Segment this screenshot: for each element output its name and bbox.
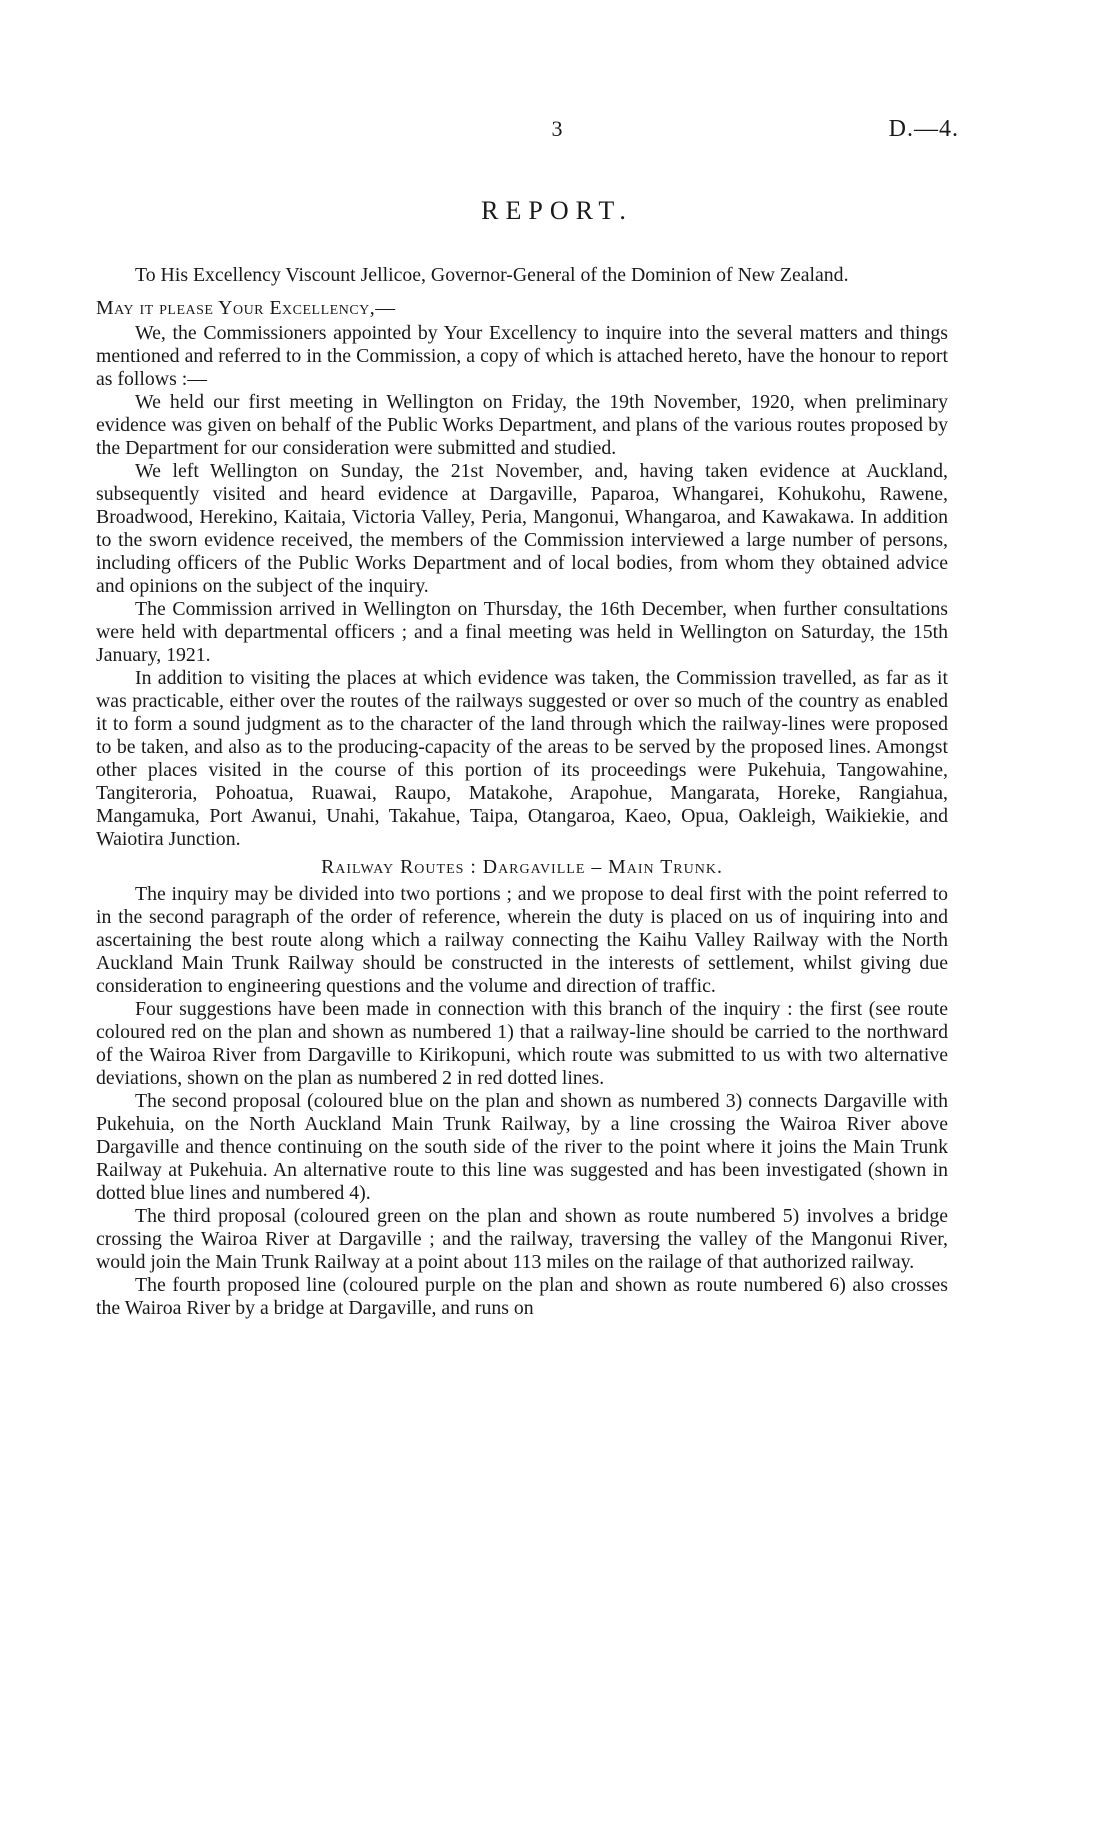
paragraph: We left Wellington on Sunday, the 21st November, and, having taken evidence at Auckland, subsequently visited and heard evidence at Dargaville, Paparoa, Whangarei, Kohukohu, Rawene, Broadwood, Herekino, Kaitaia, Victoria Valley, Peria, Mangonui, Whangaroa, and Kawakawa. In addition to the sworn evidence received, the members of the Commission interviewed a large number of persons, including officers of the Public Works Department and of local bodies, from whom they obtained advice and opinions on the subject of the inquiry.	[96, 460, 948, 597]
paragraph: The second proposal (coloured blue on the plan and shown as numbered 3) connects Dargaville with Pukehuia, on the North Auckland Main Trunk Railway, by a line crossing the Wairoa River above Dargaville and thence continuing on the south side of the river to the point where it joins the Main Trunk Railway at Pukehuia. An alternative route to this line was suggested and has been investigated (shown in dotted blue lines and numbered 4).	[96, 1090, 948, 1204]
page-number: 3	[551, 116, 563, 141]
addressee: To His Excellency Viscount Jellicoe, Governor-General of the Dominion of New Zealand.	[135, 264, 849, 286]
document-reference: D.—4.	[888, 116, 959, 142]
paragraph: In addition to visiting the places at which evidence was taken, the Commission travelled, as far as it was practicable, either over the routes of the railways suggested or over so much of the country as enabled it to form a sound judgment as to the character of the land through which the railway-lines were proposed to be taken, and also as to the producing-capacity of the areas to be served by the proposed lines. Amongst other places visited in the course of this portion of its proceedings were Pukehuia, Tangowahine, Tangiteroria, Pohoatua, Ruawai, Raupo, Matakohe, Arapohue, Mangarata, Horeke, Rangiahua, Mangamuka, Port Awanui, Unahi, Takahue, Taipa, Otangaroa, Kaeo, Opua, Oakleigh, Waikiekie, and Waiotira Junction.	[96, 667, 948, 850]
report-body	[96, 264, 948, 1320]
salutation: May it please Your Excellency,—	[96, 297, 396, 319]
paragraph: The Commission arrived in Wellington on Thursday, the 16th December, when further consultations were held with departmental officers ; and a final meeting was held in Wellington on Saturday, the 15th January, 1921.	[96, 598, 948, 666]
paragraph: The fourth proposed line (coloured purple on the plan and shown as route numbered 6) also crosses the Wairoa River by a bridge at Dargaville, and runs on	[96, 1274, 948, 1319]
report-title: REPORT.	[481, 196, 633, 225]
paragraph: We, the Commissioners appointed by Your Excellency to inquire into the several matters and things mentioned and referred to in the Commission, a copy of which is attached hereto, have the honour to report as follows :—	[96, 322, 948, 390]
paragraph: We held our first meeting in Wellington on Friday, the 19th November, 1920, when preliminary evidence was given on behalf of the Public Works Department, and plans of the various routes proposed by the Department for our consideration were submitted and studied.	[96, 391, 948, 459]
paragraph: The inquiry may be divided into two portions ; and we propose to deal first with the point referred to in the second paragraph of the order of reference, wherein the duty is placed on us of inquiring into and ascertaining the best route along which a railway connecting the Kaihu Valley Railway with the North Auckland Main Trunk Railway should be constructed in the interests of settlement, whilst giving due consideration to engineering questions and the volume and direction of traffic.	[96, 883, 948, 997]
paragraph: The third proposal (coloured green on the plan and shown as route numbered 5) involves a bridge crossing the Wairoa River at Dargaville ; and the railway, traversing the valley of the Mangonui River, would join the Main Trunk Railway at a point about 113 miles on the railage of that authorized railway.	[96, 1205, 948, 1273]
section-heading: Railway Routes : Dargaville – Main Trunk.	[321, 856, 723, 878]
paragraph: Four suggestions have been made in connection with this branch of the inquiry : the first (see route coloured red on the plan and shown as numbered 1) that a railway-line should be carried to the northward of the Wairoa River from Dargaville to Kirikopuni, which route was submitted to us with two alternative deviations, shown on the plan as numbered 2 in red dotted lines.	[96, 998, 948, 1089]
